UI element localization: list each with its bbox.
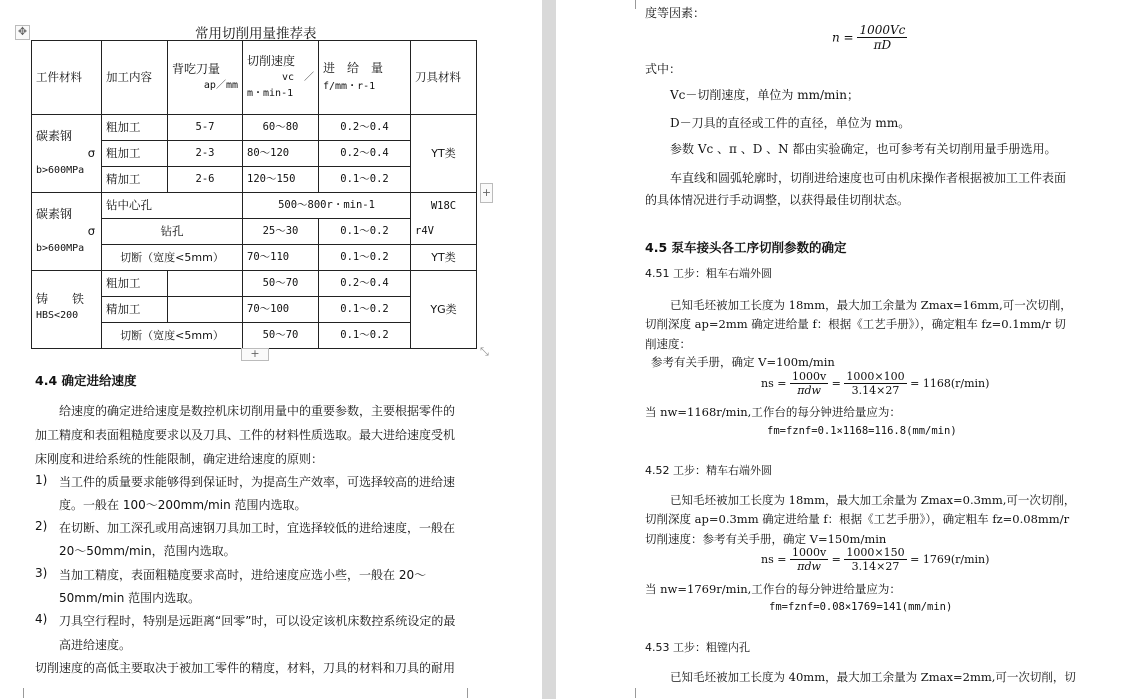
group3-material-hardness: HBS<200	[36, 310, 79, 321]
eq1-lhs: ns =	[761, 377, 787, 390]
formula-numerator: 1000Vc	[859, 23, 906, 37]
g3-row1-depth	[168, 271, 243, 297]
group2-tool-w18cr4v	[411, 193, 477, 245]
add-row-handle[interactable]: +	[241, 348, 269, 361]
step-4-52-line-a: 已知毛坯被加工长度为 18mm，最大加工余量为 Zmax=0.3mm,可一次切削，	[670, 493, 1076, 507]
list-mark-4: 4)	[35, 612, 48, 626]
formula-denominator: πD	[873, 38, 892, 52]
g1-row2-speed: 80～120	[243, 141, 319, 167]
g3-row3-speed: 50～70	[243, 323, 319, 349]
list-item-1-line2: 度。一般在 100～200mm/min 范围内选取。	[59, 498, 307, 512]
step-4-52-line-b: 切削深度 ap=0.3mm 确定进给量 f：根据《工艺手册》），确定粗车 fz=0.08mm/r	[645, 512, 1070, 526]
r-line-2: Vc－切削速度，单位为 mm/min；	[670, 88, 859, 102]
step-4-52-line-e: 当 nw=1769r/min,工作台的每分钟进给量应为：	[645, 582, 901, 596]
step-4-51-line-c: 削速度：	[645, 337, 691, 351]
g1-row3-content: 精加工	[102, 167, 168, 193]
g1-row1-speed: 60～80	[243, 115, 319, 141]
g2-row1-content: 钻中心孔	[102, 193, 243, 219]
r-line-4: 参数 Vc 、π 、D 、N 都由实验确定，也可参考有关切削用量手册选用。	[670, 142, 1057, 156]
table-resize-icon[interactable]: ⤡	[480, 345, 489, 358]
g3-row3-feed: 0.1～0.2	[319, 323, 411, 349]
group1-tool: YT类	[411, 115, 477, 193]
g3-row1-speed: 50～70	[243, 271, 319, 297]
g2-row2-speed: 25～30	[243, 219, 319, 245]
step-4-51-line-b: 切削深度 ap=2mm 确定进给量 f：根据《工艺手册》），确定粗车 fz=0.1mm/r 切	[645, 317, 1066, 331]
page-margin-mark-bottom-left-r	[625, 688, 636, 698]
step-4-52-feed: fm=fznf=0.08×1769=141(mm/min)	[769, 601, 953, 613]
list-mark-3: 3)	[35, 566, 48, 580]
header-feed	[319, 41, 411, 115]
list-mark-2: 2)	[35, 519, 48, 533]
header-depth-unit: ap／mm	[203, 80, 238, 91]
group3-material-name: 铸 铁	[36, 292, 85, 306]
g2-row3-feed: 0.1～0.2	[319, 245, 411, 271]
step-4-51-line-d: 参考有关手册，确定 V=100m/min	[651, 355, 835, 369]
header-speed	[243, 41, 319, 115]
page-margin-mark-bottom-left	[13, 688, 24, 698]
g2-row2-content: 钻孔	[102, 219, 243, 245]
page-margin-mark-bottom-right	[467, 688, 478, 698]
list-item-2-line1: 在切断、加工深孔或用高速钢刀具加工时，宜选择较低的进给速度，一般在	[59, 521, 456, 535]
section-4-5-title: 4.5 泵车接头各工序切削参数的确定	[645, 240, 847, 255]
add-column-handle[interactable]: +	[480, 183, 493, 203]
eq1-frac2-den: 3.14×27	[851, 384, 900, 397]
list-item-2-line2: 20～50mm/min，范围内选取。	[59, 544, 236, 558]
g2-row3-speed: 70～110	[243, 245, 319, 271]
step-4-51-feed: fm=fznf=0.1×1168=116.8(mm/min)	[767, 425, 957, 437]
list-item-4-line1: 刀具空行程时，特别是远距离“回零”时，可以设定该机床数控系统设定的最	[59, 614, 456, 628]
para-last-line: 切削速度的高低主要取决于被加工零件的精度，材料，刀具的材料和刀具的耐用	[35, 661, 456, 675]
header-depth-label: 背吃刀量	[172, 62, 221, 76]
eq2-rhs: = 1769(r/min)	[910, 553, 990, 566]
eq2-lhs: ns =	[761, 553, 787, 566]
cutting-parameters-table	[31, 40, 477, 349]
g3-row2-content: 精加工	[102, 297, 168, 323]
group1-material-name: 碳素钢	[36, 129, 73, 143]
formula-fraction	[857, 23, 907, 52]
group2-material-name: 碳素钢	[36, 207, 73, 221]
section-4-4-title: 4.4 确定进给速度	[35, 373, 137, 388]
r-line-0: 度等因素：	[645, 6, 706, 20]
step-4-52-line-c: 切削速度：参考有关手册，确定 V=150m/min	[645, 532, 887, 546]
g2-row3-content: 切断（宽度<5mm）	[102, 245, 243, 271]
g1-row3-depth: 2-6	[168, 167, 243, 193]
g3-row2-speed: 70～100	[243, 297, 319, 323]
group2-tool-line2: r4V	[415, 224, 434, 237]
group3-material	[32, 271, 102, 349]
list-item-3-line2: 50mm/min 范围内选取。	[59, 591, 201, 605]
r-line-6: 的具体情况进行手动调整，以获得最佳切削状态。	[645, 193, 910, 207]
eq1-frac1-den: πdw	[797, 384, 821, 397]
g1-row2-feed: 0.2～0.4	[319, 141, 411, 167]
r-line-3: D－刀具的直径或工件的直径，单位为 mm。	[670, 116, 911, 130]
step-4-52-title: 4.52 工步：精车右端外圆	[645, 464, 772, 477]
header-speed-unit: m・min-1	[247, 88, 294, 99]
eq2-frac2	[844, 546, 906, 573]
group2-material-strength: b>600MPa	[36, 243, 85, 254]
g3-row1-feed: 0.2～0.4	[319, 271, 411, 297]
document-page-right	[556, 0, 1126, 699]
list-mark-1: 1)	[35, 473, 48, 487]
eq2-frac1-den: πdw	[797, 560, 821, 573]
g1-row2-depth: 2-3	[168, 141, 243, 167]
step-4-51-line-e: 当 nw=1168r/min,工作台的每分钟进给量应为：	[645, 405, 901, 419]
document-page-left	[0, 0, 542, 699]
g3-row1-content: 粗加工	[102, 271, 168, 297]
header-tool: 刀具材料	[411, 41, 477, 115]
list-item-3-line1: 当加工精度，表面粗糙度要求高时，进给速度应选小些，一般在 20～	[59, 568, 427, 582]
g1-row1-depth: 5-7	[168, 115, 243, 141]
group1-material	[32, 115, 102, 193]
group2-material-sigma: σ	[87, 224, 95, 238]
para-line-3: 床刚度和进给系统的性能限制，确定进给速度的原则：	[35, 452, 324, 466]
para-line-2: 加工精度和表面粗糙度要求以及刀具、工件的材料性质选取。最大进给速度受机	[35, 428, 456, 442]
g3-row3-content: 切断（宽度<5mm）	[102, 323, 243, 349]
table-move-handle[interactable]: ✥	[15, 25, 30, 40]
step-4-52-equation: ns = $\frac{1000v}{\text{πdw}}$ = $\frac{1000\times 150}{3.14\times 27}$ = 1769(r/min)	[761, 546, 990, 573]
group2-material	[32, 193, 102, 271]
table-title: 常用切削用量推荐表	[195, 26, 317, 42]
eq2-frac1-num: 1000v	[791, 546, 827, 559]
g1-row3-speed: 120～150	[243, 167, 319, 193]
g2-row2-feed: 0.1～0.2	[319, 219, 411, 245]
para-line-1: 给速度的确定进给速度是数控机床切削用量中的重要参数，主要根据零件的	[59, 404, 456, 418]
header-feed-label: 进 给 量	[323, 61, 384, 75]
header-speed-symbol: vc ／	[281, 72, 314, 83]
eq1-frac1	[790, 370, 828, 397]
g1-row3-feed: 0.1～0.2	[319, 167, 411, 193]
group2-tool-yt: YT类	[411, 245, 477, 271]
group3-tool: YG类	[411, 271, 477, 349]
g3-row2-depth	[168, 297, 243, 323]
page-margin-mark-top-left	[625, 0, 636, 9]
group1-material-sigma: σ	[87, 146, 95, 160]
header-feed-unit: f/mm・r-1	[323, 81, 376, 92]
g1-row1-content: 粗加工	[102, 115, 168, 141]
header-content: 加工内容	[102, 41, 168, 115]
step-4-51-equation: ns = $\frac{1000v}{\text{πdw}}$ = $\frac{1000\times 100}{3.14\times 27}$ = 1168(r/min)	[761, 370, 990, 397]
eq1-frac2-num: 1000×100	[846, 370, 905, 383]
step-4-53-title: 4.53 工步：粗镗内孔	[645, 641, 750, 654]
r-line-1: 式中：	[645, 62, 682, 76]
speed-formula	[832, 23, 907, 52]
eq1-rhs: = 1168(r/min)	[910, 377, 990, 390]
eq2-frac2-den: 3.14×27	[851, 560, 900, 573]
eq2-frac1	[790, 546, 828, 573]
g2-row1-value: 500～800r・min-1	[243, 193, 411, 219]
g3-row2-feed: 0.1～0.2	[319, 297, 411, 323]
step-4-51-title: 4.51 工步：粗车右端外圆	[645, 267, 772, 280]
list-item-1-line1: 当工件的质量要求能够得到保证时，为提高生产效率，可选择较高的进给速	[59, 475, 456, 489]
eq1-frac2	[844, 370, 906, 397]
formula-lhs: n =	[832, 30, 854, 45]
header-material: 工件材料	[32, 41, 102, 115]
header-depth	[168, 41, 243, 115]
g1-row1-feed: 0.2～0.4	[319, 115, 411, 141]
r-line-5: 车直线和圆弧轮廓时，切削进给速度也可由机床操作者根据被加工工件表面	[670, 171, 1067, 185]
eq2-frac2-num: 1000×150	[846, 546, 905, 559]
page-gap	[542, 0, 556, 699]
header-speed-label: 切削速度	[247, 54, 296, 68]
eq1-frac1-num: 1000v	[791, 370, 827, 383]
group1-material-strength: b>600MPa	[36, 165, 85, 176]
list-item-4-line2: 高进给速度。	[59, 638, 132, 652]
step-4-51-line-a: 已知毛坯被加工长度为 18mm，最大加工余量为 Zmax=16mm,可一次切削，	[670, 298, 1072, 312]
step-4-53-line-a: 已知毛坯被加工长度为 40mm，最大加工余量为 Zmax=2mm,可一次切削，切	[670, 670, 1076, 684]
group2-tool-line1: W18C	[430, 199, 457, 212]
g1-row2-content: 粗加工	[102, 141, 168, 167]
